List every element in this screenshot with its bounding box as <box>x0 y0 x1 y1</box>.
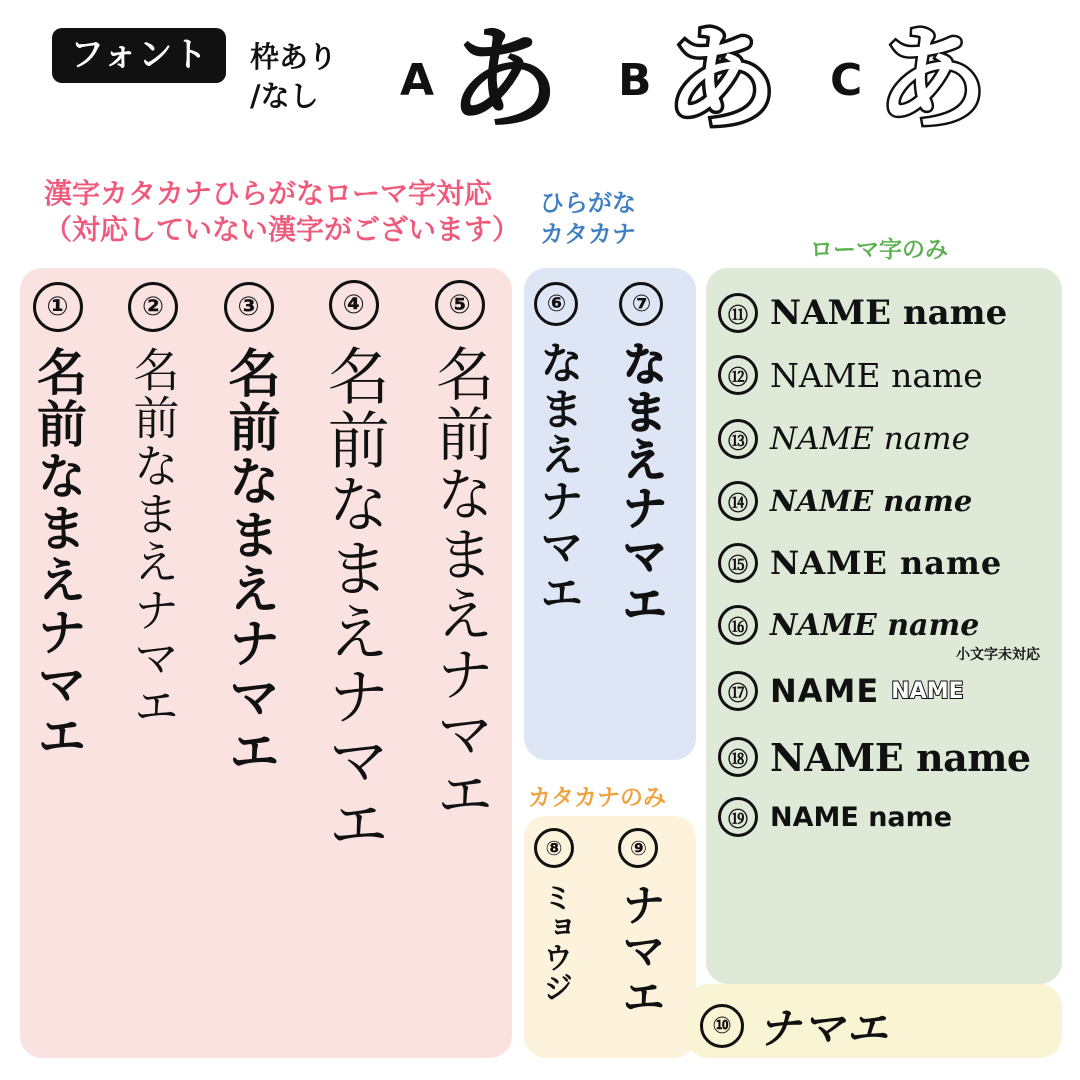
font-option-8[interactable] <box>534 828 574 1002</box>
font-option-12-number: ⑫ <box>718 355 758 395</box>
style-sample-a-id: A <box>400 54 435 106</box>
font-option-19[interactable] <box>718 790 1058 844</box>
font-option-4[interactable] <box>317 280 391 856</box>
font-option-17[interactable] <box>718 647 1058 718</box>
font-option-1-sample: 名前なまえナマエ <box>29 346 87 762</box>
section-title-roman: ローマ字のみ <box>810 237 948 263</box>
font-option-17-sample-outline: NAME <box>891 678 964 704</box>
font-option-2-number: ② <box>128 282 178 332</box>
font-option-4-number: ④ <box>329 280 379 330</box>
style-sample-a[interactable] <box>400 15 561 145</box>
font-option-19-sample: NAME name <box>770 801 953 833</box>
font-option-3-sample: 名前なまえナマエ <box>219 346 280 778</box>
header <box>0 0 1080 160</box>
font-option-18[interactable] <box>718 730 1058 784</box>
font-option-12[interactable] <box>718 348 1058 402</box>
font-option-10-number: ⑩ <box>700 1004 744 1048</box>
font-option-16-number: ⑯ <box>718 605 758 645</box>
font-option-11-sample: NAME name <box>770 293 1008 333</box>
section-title-kana: ひらがな カタカナ <box>540 189 636 249</box>
font-option-5-number: ⑤ <box>435 280 485 330</box>
font-option-1-number: ① <box>33 282 83 332</box>
font-option-8-number: ⑧ <box>534 828 574 868</box>
font-option-1[interactable] <box>29 282 87 762</box>
font-option-7-number: ⑦ <box>619 282 663 326</box>
font-option-9[interactable] <box>613 828 665 1020</box>
style-sample-c[interactable] <box>830 15 989 145</box>
font-option-2-sample: 名前なまえナマエ <box>126 346 181 730</box>
hiragana-a-glyph-thin-outline: あ <box>876 15 989 145</box>
font-option-9-sample: ナマエ <box>613 882 665 1020</box>
font-option-15-sample: NAME name <box>770 544 1003 582</box>
font-option-13-sample: NAME name <box>770 421 970 457</box>
font-option-14-number: ⑭ <box>718 481 758 521</box>
font-option-5-sample: 名前なまえナマエ <box>426 344 495 824</box>
font-option-13[interactable] <box>718 412 1058 466</box>
font-option-11-number: ⑪ <box>718 293 758 333</box>
font-option-9-number: ⑨ <box>618 828 658 868</box>
section-title-kanji: 漢字カタカナひらがなローマ字対応 （対応していない漢字がございます） <box>44 177 521 247</box>
font-option-14-sample: NAME name <box>770 484 973 518</box>
font-option-17-note: 小文字未対応 <box>956 647 1040 663</box>
font-option-14[interactable] <box>718 474 1058 528</box>
font-option-15[interactable] <box>718 536 1058 590</box>
style-sample-b-id: B <box>618 54 652 106</box>
font-option-5[interactable] <box>426 280 495 824</box>
font-option-6-sample: なまえナマエ <box>531 340 583 616</box>
font-option-6-number: ⑥ <box>534 282 578 326</box>
frame-option-label: 枠あり /なし <box>250 40 338 114</box>
style-sample-b[interactable] <box>618 15 778 145</box>
font-option-15-number: ⑮ <box>718 543 758 583</box>
font-option-7[interactable] <box>614 282 669 628</box>
font-option-17-number: ⑰ <box>718 671 758 711</box>
font-option-16-sample: NAME name <box>770 607 980 643</box>
font-option-6[interactable] <box>531 282 583 616</box>
font-option-12-sample: NAME name <box>770 355 983 395</box>
font-option-4-sample: 名前なまえナマエ <box>317 344 391 856</box>
font-option-13-number: ⑬ <box>718 419 758 459</box>
font-badge: フォント <box>52 28 226 83</box>
font-option-11[interactable] <box>718 286 1058 340</box>
style-sample-c-id: C <box>830 54 863 106</box>
font-option-2[interactable] <box>126 282 181 730</box>
style-samples <box>400 15 1060 148</box>
font-option-18-number: ⑱ <box>718 737 758 777</box>
hiragana-a-glyph-solid: あ <box>448 15 561 145</box>
font-option-3[interactable] <box>219 282 280 778</box>
font-option-18-sample: NAME name <box>770 734 1031 780</box>
font-option-8-sample: ミョウジ <box>537 882 573 1002</box>
font-option-19-number: ⑲ <box>718 797 758 837</box>
font-option-3-number: ③ <box>224 282 274 332</box>
font-option-17-sample: NAME <box>770 672 880 710</box>
font-option-10[interactable] <box>700 996 890 1056</box>
hiragana-a-glyph-outline: あ <box>665 15 778 145</box>
font-option-10-sample: ナマエ <box>758 1004 891 1053</box>
section-title-katakana: カタカナのみ <box>528 785 666 811</box>
font-option-7-sample: なまえナマエ <box>614 340 669 628</box>
